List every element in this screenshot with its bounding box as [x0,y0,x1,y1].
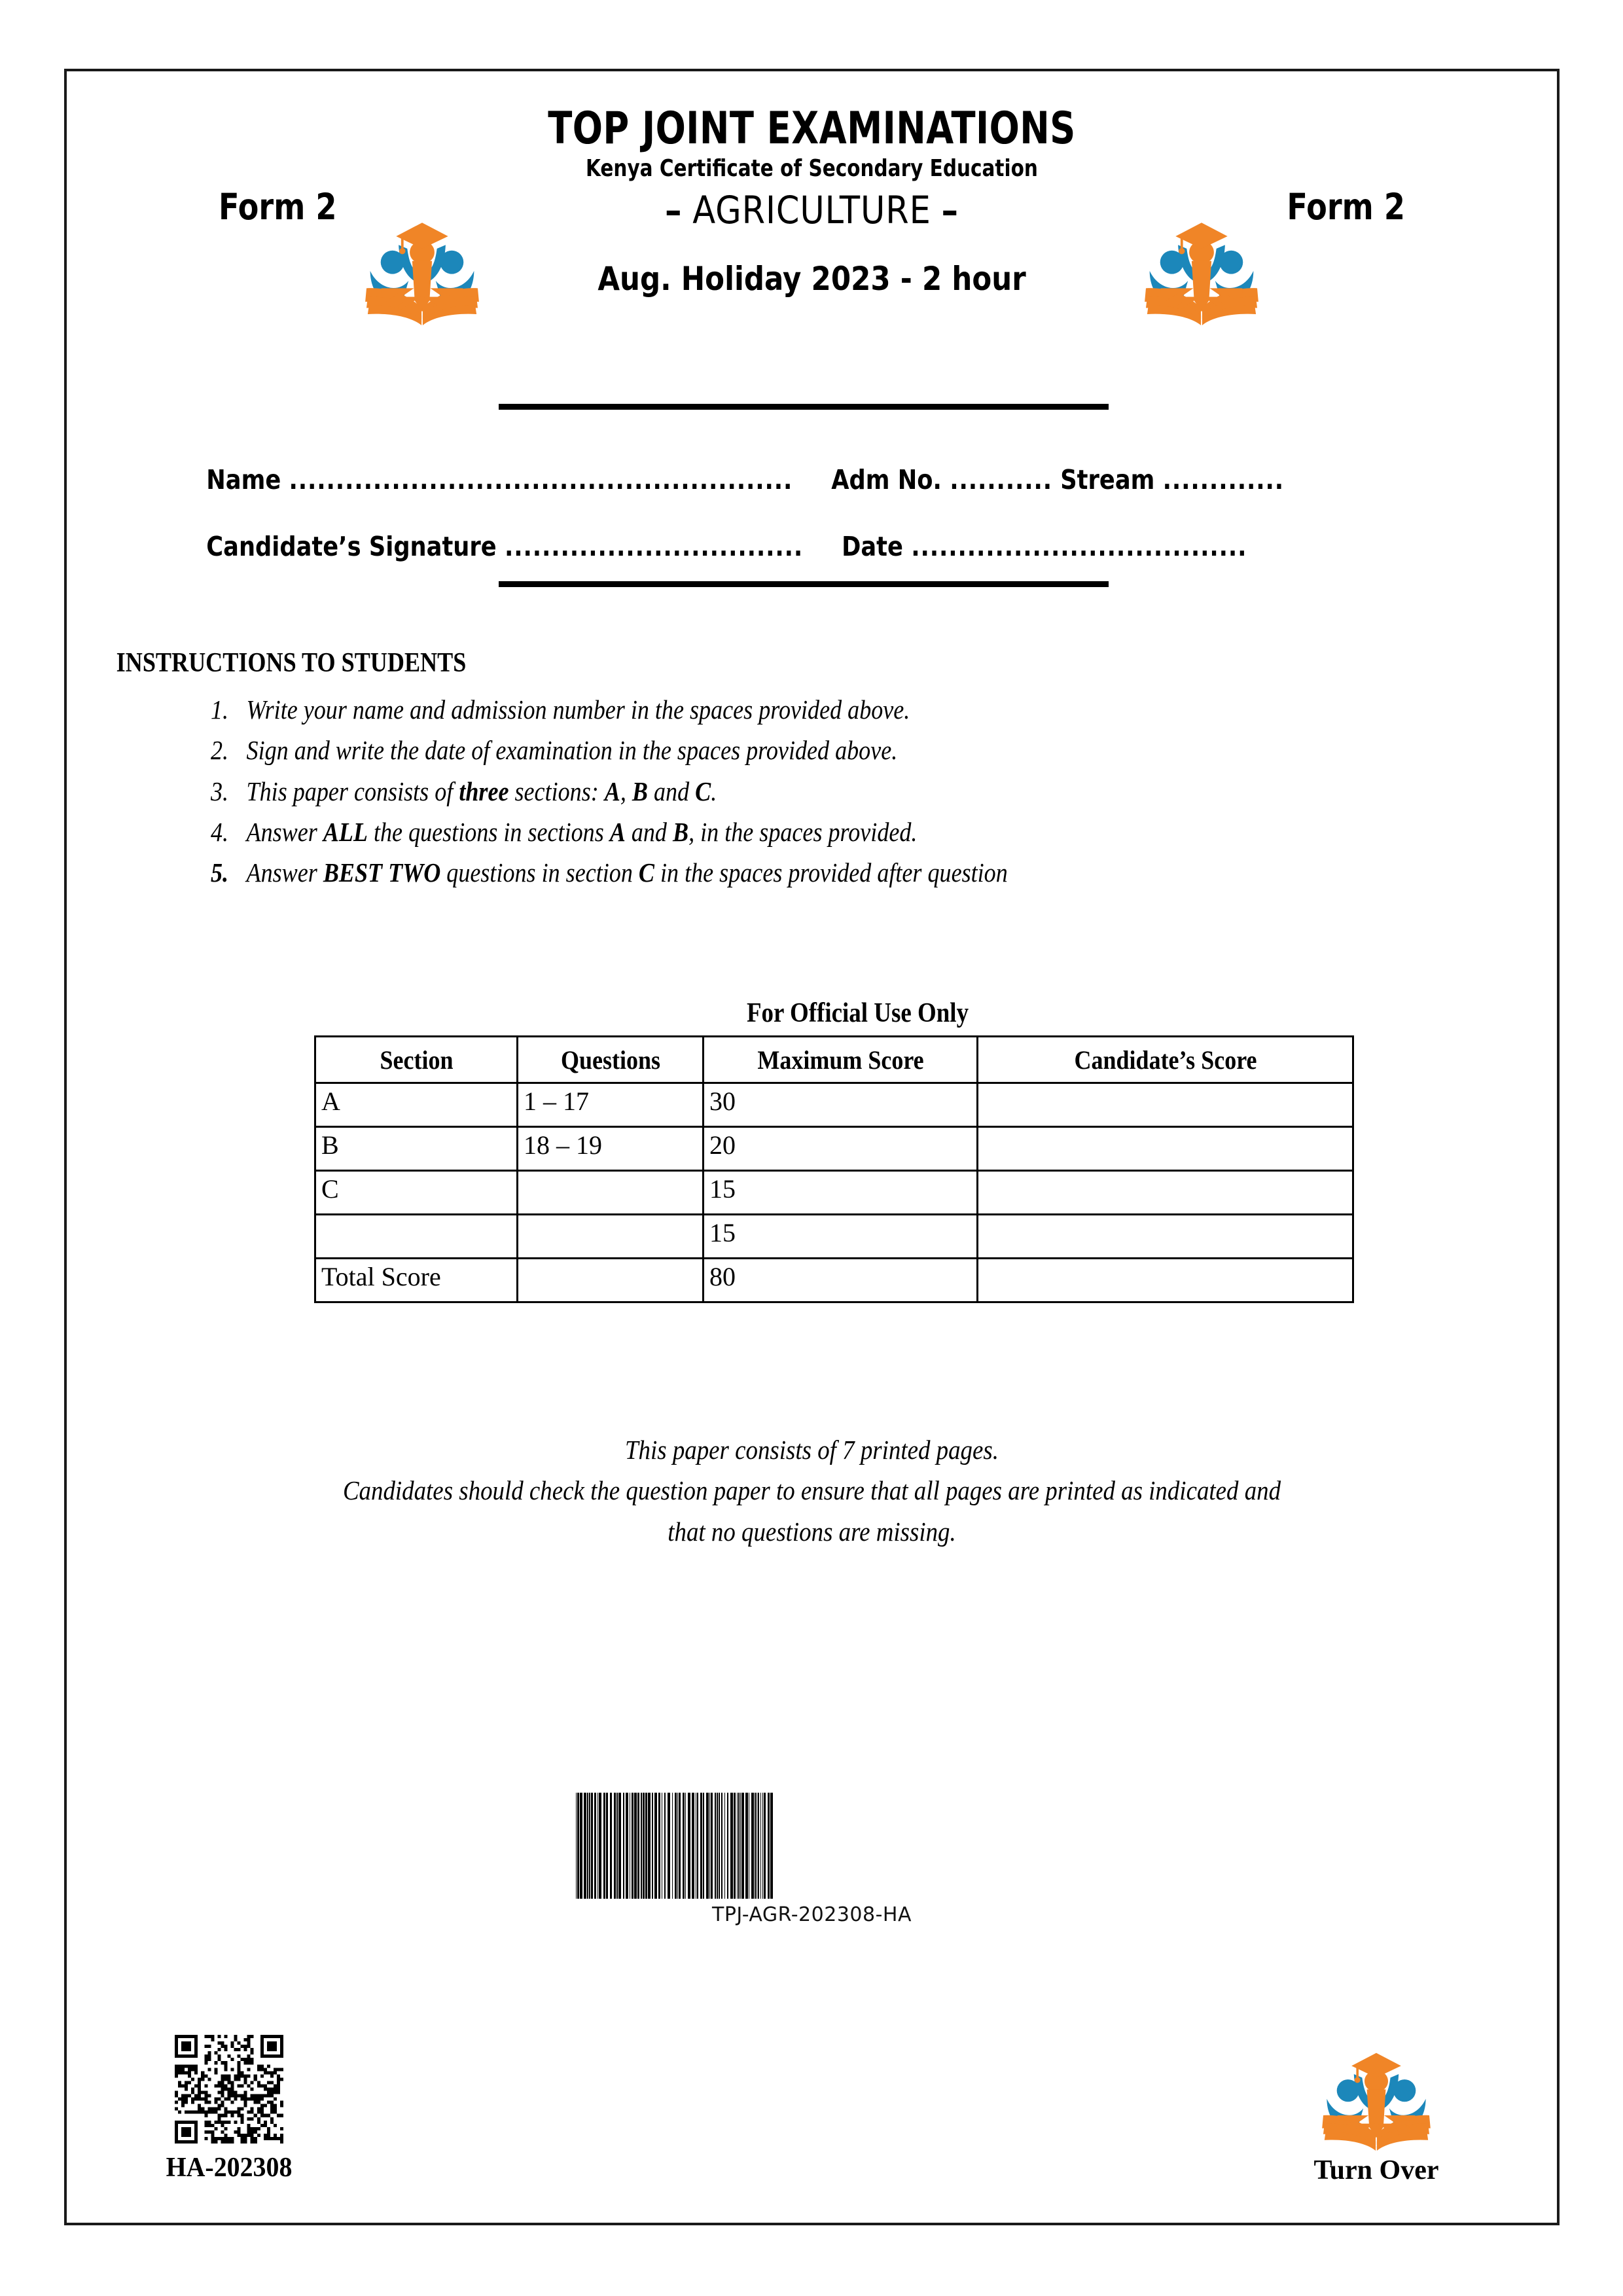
cell-candidate-score[interactable] [978,1215,1353,1259]
cell-section [315,1215,518,1259]
exam-subtitle: Kenya Certificate of Secondary Education [586,155,1038,182]
school-logo-left [360,214,484,329]
cell-maximum: 80 [704,1259,978,1302]
graduates-book-logo-icon [1139,214,1264,325]
form-level-left: Form 2 [219,186,337,228]
adm-no-label: Adm No. [831,464,942,495]
table-row [315,1127,1353,1171]
cell-maximum: 15 [704,1171,978,1215]
exam-cover-sheet [67,71,1557,2223]
instructions-heading: INSTRUCTIONS TO STUDENTS [116,648,467,678]
table-header-row [315,1037,1353,1083]
name-row [67,464,1348,495]
stream-input[interactable]: ............. [1162,464,1284,495]
cell-questions [518,1171,704,1215]
header [67,71,1557,438]
graduates-book-logo-icon [360,214,484,325]
subject-title [156,188,1468,232]
table-row [315,1083,1353,1127]
cell-questions [518,1259,704,1302]
header-divider-top [499,404,1109,410]
cell-maximum: 20 [704,1127,978,1171]
stream-label: Stream [1060,464,1155,495]
paper-code: HA-202308 [166,2153,293,2183]
instructions-section [67,647,1557,893]
signature-row [67,531,1348,562]
graduates-book-logo-icon [1317,2045,1435,2151]
table-row [315,1215,1353,1259]
header-divider-bottom [499,581,1109,587]
cell-candidate-score[interactable] [978,1171,1353,1215]
table-row [315,1171,1353,1215]
instruction-item [211,689,1395,730]
cell-section: A [315,1083,518,1127]
official-use-caption: For Official Use Only [746,998,969,1028]
page-title: TOP JOINT EXAMINATIONS [548,103,1076,154]
exam-session: Aug. Holiday 2023 - 2 hour [597,260,1026,298]
instructions-list [67,689,1557,893]
notice-line-3: that no questions are missing. [668,1516,956,1547]
barcode-block [67,1793,1557,1926]
cell-maximum: 30 [704,1083,978,1127]
barcode-image [576,1793,1048,1899]
cell-questions [518,1215,704,1259]
table-row [315,1259,1353,1302]
dash-left-glyph: – [665,188,683,232]
column-header-candidate-score: Candidate’s Score [996,1037,1334,1083]
cell-maximum: 15 [704,1215,978,1259]
instruction-item [211,812,1395,852]
official-use-section [67,997,1557,1303]
notice-line-1: This paper consists of 7 printed pages. [625,1435,999,1465]
signature-input[interactable]: ................................ [504,531,804,562]
instruction-text: Answer ALL the questions in sections A and B, in the spaces provided. [246,816,918,847]
name-input[interactable]: ...................................................... [289,464,793,495]
footer-left [144,2035,314,2183]
instruction-text: This paper consists of three sections: A, B and C. [246,776,717,806]
page-frame [64,69,1560,2225]
table-body [315,1083,1353,1302]
column-header-maximum-score: Maximum Score [717,1037,963,1083]
notice-line-2: Candidates should check the question paper to ensure that all pages are printed as indicated and [342,1475,1281,1506]
dash-right-glyph: – [941,188,959,232]
instruction-text: Sign and write the date of examination in the spaces provided above. [246,735,898,766]
school-logo-right [1139,214,1264,329]
instruction-text: Answer BEST TWO questions in section C in the spaces provided after question [246,857,1008,888]
cell-candidate-score[interactable] [978,1083,1353,1127]
cell-section: Total Score [315,1259,518,1302]
signature-label: Candidate’s Signature [206,531,497,562]
instruction-text: Write your name and admission number in the spaces provided above. [246,694,910,725]
barcode-caption: TPJ-AGR-202308-HA [712,1903,912,1926]
footer-right [1278,2045,1474,2186]
cell-questions: 1 – 17 [518,1083,704,1127]
score-table [314,1035,1354,1303]
cell-candidate-score[interactable] [978,1127,1353,1171]
date-input[interactable]: .................................... [911,531,1247,562]
cell-section: B [315,1127,518,1171]
date-label: Date [842,531,903,562]
subject-name: AGRICULTURE [692,188,931,232]
instruction-item [211,852,1395,893]
cell-questions: 18 – 19 [518,1127,704,1171]
turn-over-label: Turn Over [1313,2155,1439,2185]
cell-section: C [315,1171,518,1215]
column-header-section: Section [325,1037,507,1083]
column-header-questions: Questions [527,1037,694,1083]
form-level-right: Form 2 [1287,186,1405,228]
instruction-item [211,730,1395,770]
instruction-item [211,771,1395,812]
cell-candidate-score[interactable] [978,1259,1353,1302]
page-count-notice [67,1429,1557,1552]
candidate-details [67,464,1557,562]
qr-code-icon [175,2035,283,2144]
name-label: Name [206,464,281,495]
adm-no-input[interactable]: ........... [950,464,1053,495]
